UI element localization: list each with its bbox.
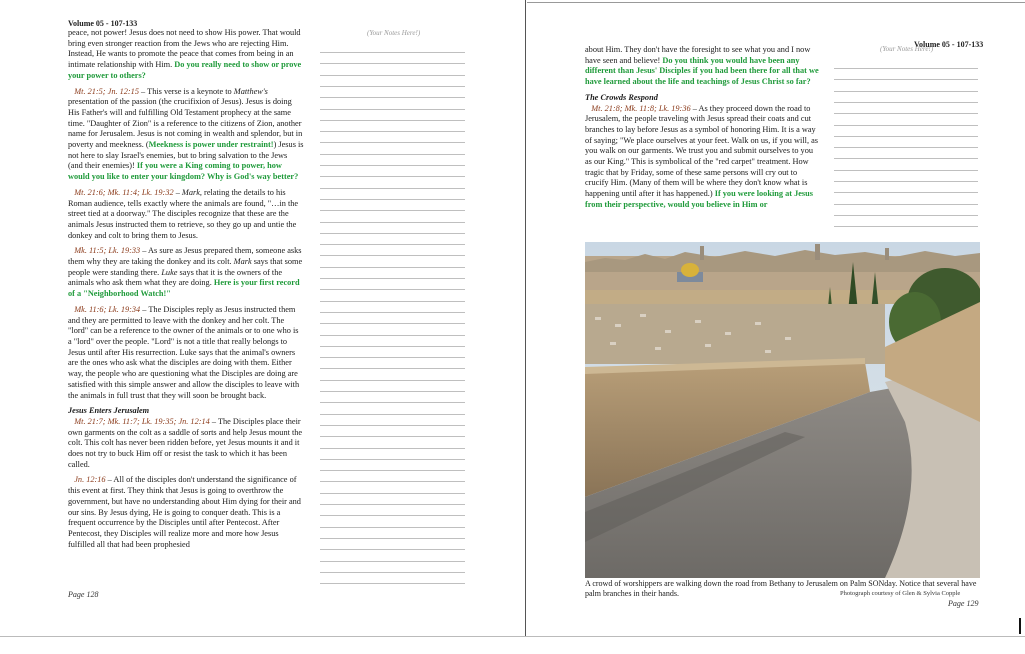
note-line — [320, 380, 465, 381]
paragraph: Mk. 11:5; Lk. 19:33 – As sure as Jesus prepared them, someone asks them why they are taking the donkey and its colt. Mark says that some people were standing there. Luke says that it is the owners of the animals who ask them what they are doing. Here is your first record of a "Neighborhood Watch!" — [68, 246, 303, 299]
note-line — [834, 215, 978, 216]
note-line — [320, 75, 465, 76]
note-line — [320, 233, 465, 234]
note-line — [834, 91, 978, 92]
note-line — [320, 176, 465, 177]
section-heading: The Crowds Respond — [585, 92, 658, 102]
note-line — [834, 204, 978, 205]
note-line — [320, 165, 465, 166]
paragraph: about Him. They don't have the foresight to see what you and I now have seen and believe! Do you think you would have been any different than Jesus' Disciples if you had been there for all that we have learned about the life and teachings of Jesus Christ so far? — [585, 45, 819, 87]
note-line — [320, 368, 465, 369]
notes-label-left: (Your Notes Here!) — [367, 29, 421, 37]
paragraph: Mk. 11:6; Lk. 19:34 – The Disciples reply as Jesus instructed them and they are permitted to leave with the donkey and her colt. The "lord" can be a reference to the owner of the animals or to one who is a "lord" over the people. "Lord" is not a title that really belongs to Jesus until after His resurrection. Luke says that the animal's owners are the ones who ask what the disciples are doing with them. Either way, the people who are questioning what the Disciples are doing are satisfied with this simple answer and allow the disciples to leave with the animals in full trust that they will soon be brought back. — [68, 304, 300, 400]
jerusalem-photo — [585, 242, 980, 578]
note-line — [834, 79, 978, 80]
note-line — [320, 244, 465, 245]
text-cursor — [1019, 618, 1021, 634]
note-line — [320, 312, 465, 313]
note-line — [834, 113, 978, 114]
note-line — [320, 109, 465, 110]
note-line — [320, 402, 465, 403]
paragraph: peace, not power! Jesus does not need to show His power. That would bring even stronger reaction from the Jews who are rejecting Him. Instead, He wants to promote the peace that comes from being in an intimate relationship with Him. Do you really need to show or prove your power to others? — [68, 28, 302, 80]
note-line — [320, 561, 465, 562]
page-number-left: Page 128 — [68, 590, 99, 599]
note-line — [320, 267, 465, 268]
page-spine — [525, 0, 526, 636]
right-page-text — [585, 45, 821, 216]
paragraph: Jn. 12:16 – All of the disciples don't understand the significance of this event at first. They think that Jesus is going to overthrow the government, but have no understanding about Him dying for their and our sins. By Jesus dying, He is going to conquer death. This is a frequent occurrence by the Disciples until after Pentecost. After Pentecost, they Disciples will realize more and more how Jesus fulfilled all that had been prophesied — [68, 475, 301, 549]
note-line — [320, 436, 465, 437]
note-line — [320, 142, 465, 143]
paragraph: Mt. 21:6; Mk. 11:4; Lk. 19:32 – Mark, relating the details to his Roman audience, tells exactly where the animals are found, "…in the street tied at a doorway." The disciples recognize that these are the animals Jesus instructed them to retrieve, so they go up and untie the donkey and colt to bring them to Jesus. — [68, 187, 299, 240]
note-line — [834, 192, 978, 193]
note-line — [320, 459, 465, 460]
note-line — [320, 323, 465, 324]
note-line — [320, 199, 465, 200]
left-page-text — [68, 28, 304, 555]
note-line — [320, 222, 465, 223]
note-line — [320, 188, 465, 189]
note-line — [320, 154, 465, 155]
note-line — [320, 210, 465, 211]
paragraph: Mt. 21:5; Jn. 12:15 – This verse is a keynote to Matthew's presentation of the passion (the crucifixion of Jesus). Jesus is doing His Father's will and fulfilling Old Testament prophecy at the same time. "Daughter of Zion" is a reference to the citizens of Zion, another name for Jerusalem. Jesus is not coming in wealth and splendor, but in poverty and meekness. (Meekness is power under restraint!) Jesus is not here to slay Israel's enemies, but to bring salvation to the Jews (and their enemies)! If you were a King coming to power, how would you like to enter your kingdom? Why is God's way better? — [68, 86, 304, 182]
note-line — [320, 470, 465, 471]
paragraph: Mt. 21:7; Mk. 11:7; Lk. 19:35; Jn. 12:14 – The Disciples place their own garments on the colt as a saddle of sorts and help Jesus mount the colt. This colt has never been ridden before, yet Jesus mounts it and it does not try to buck Him off or resist the task to which it has been called. — [68, 416, 303, 469]
note-line — [320, 538, 465, 539]
note-line — [320, 504, 465, 505]
note-line — [320, 414, 465, 415]
note-line — [320, 357, 465, 358]
note-line — [320, 391, 465, 392]
note-line — [320, 493, 465, 494]
note-line — [834, 181, 978, 182]
note-line — [320, 120, 465, 121]
note-line — [320, 346, 465, 347]
note-line — [320, 278, 465, 279]
note-line — [320, 86, 465, 87]
notes-label-right: (Your Notes Here!) — [880, 45, 934, 53]
note-line — [320, 255, 465, 256]
note-line — [320, 131, 465, 132]
note-line — [834, 68, 978, 69]
page-top-border — [527, 2, 1025, 3]
note-line — [320, 335, 465, 336]
note-line — [320, 289, 465, 290]
page-number-right: Page 129 — [948, 599, 979, 608]
photo-credit: Photograph courtesy of Glen & Sylvia Copple — [840, 590, 961, 597]
page-bottom-border — [0, 636, 1025, 637]
note-line — [834, 102, 978, 103]
note-line — [834, 147, 978, 148]
note-line — [320, 63, 465, 64]
note-line — [834, 125, 978, 126]
note-line — [320, 527, 465, 528]
note-line — [320, 448, 465, 449]
note-line — [320, 549, 465, 550]
note-line — [320, 97, 465, 98]
volume-header-right: Volume 05 - 107-133 — [914, 40, 984, 49]
paragraph: Mt. 21:8; Mk. 11:8; Lk. 19:36 – As they proceed down the road to Jerusalem, the people traveling with Jesus spread their coats and cut branches to lay before Jesus as a symbol of honoring Him. It is a way of saying; "We place ourselves at your feet. Walk on us, if you will, as you walk on our garments. We trust you and submit ourselves to you as our King." This is symbolical of the "red carpet" treatment. How tragic that by Friday, some of these same persons will cry out to crucify Him. (Many of them will be where they don't know what is happening until after it has happened.) If you were looking at Jesus from their perspective, would you believe in Him or — [585, 103, 819, 209]
note-line — [320, 52, 465, 53]
section-heading: Jesus Enters Jerusalem — [68, 406, 150, 416]
note-line — [320, 425, 465, 426]
note-line — [320, 572, 465, 573]
note-line — [320, 301, 465, 302]
photo-caption: A crowd of worshippers are walking down the road from Bethany to Jerusalem on Palm SONday. Notice that several have palm branches in their hands. — [585, 579, 977, 598]
note-line — [320, 515, 465, 516]
note-line — [320, 481, 465, 482]
note-line — [834, 170, 978, 171]
volume-header-left: Volume 05 - 107-133 — [68, 19, 138, 28]
note-line — [320, 583, 465, 584]
note-line — [834, 158, 978, 159]
note-line — [834, 136, 978, 137]
note-line — [834, 226, 978, 227]
